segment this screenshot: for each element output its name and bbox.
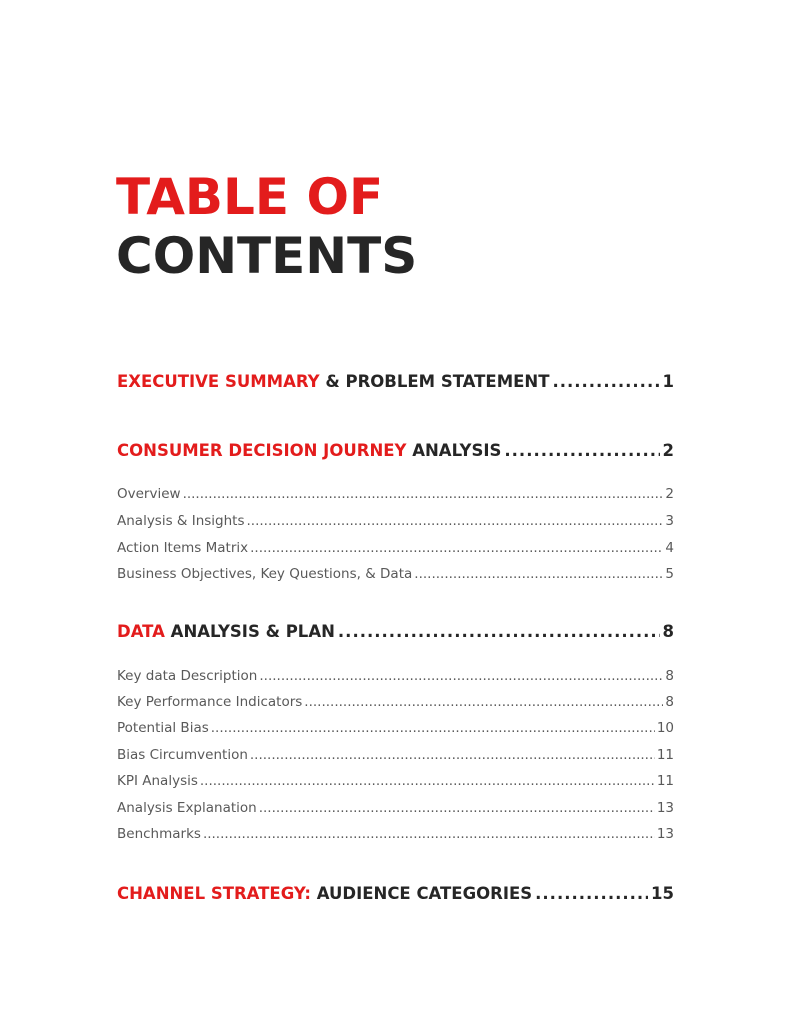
dot-leader [504,441,659,460]
toc-section-page: 2 [662,441,674,460]
dot-leader [414,566,663,582]
toc-item-business-objectives[interactable] [117,566,674,582]
toc-section-title-rest: & PROBLEM STATEMENT [319,372,550,391]
dot-leader [259,668,663,684]
dot-leader [259,800,655,816]
toc-item-potential-bias[interactable] [117,720,674,736]
toc-item-key-performance-indicators[interactable] [117,694,674,710]
toc-item-page: 2 [665,486,674,502]
toc-item-analysis-insights[interactable] [117,513,674,529]
toc-section-title [117,372,549,391]
toc-section-data-analysis-plan[interactable] [117,622,674,641]
dot-leader [338,622,660,641]
toc-section-title-highlight: EXECUTIVE SUMMARY [117,372,320,391]
dot-leader [247,513,664,529]
dot-leader [304,694,663,710]
dot-leader [535,884,648,903]
dot-leader [250,747,655,763]
dot-leader [200,773,655,789]
toc-item-page: 3 [665,513,674,529]
toc-item-label: Analysis & Insights [117,513,245,529]
dot-leader [552,372,659,391]
toc-item-page: 10 [656,720,674,736]
toc-item-label: Potential Bias [117,720,209,736]
toc-section-page: 8 [662,622,674,641]
toc-item-label: Business Objectives, Key Questions, & Data [117,566,413,582]
toc-item-label: Action Items Matrix [117,540,249,556]
toc-item-label: Analysis Explanation [117,800,257,816]
toc-item-label: KPI Analysis [117,773,198,789]
toc-item-label: Overview [117,486,181,502]
toc-section-title [117,884,532,903]
toc-item-page: 11 [656,773,674,789]
toc-section-title [117,441,501,460]
toc-section-channel-strategy[interactable] [117,884,674,903]
toc-item-label: Benchmarks [117,826,201,842]
toc-item-page: 4 [665,540,674,556]
toc-section-consumer-decision-journey[interactable] [117,441,674,460]
toc-item-label: Key Performance Indicators [117,694,303,710]
toc-item-page: 8 [665,694,674,710]
toc-item-label: Bias Circumvention [117,747,248,763]
dot-leader [211,720,655,736]
toc-section-title-highlight: CONSUMER DECISION JOURNEY [117,441,407,460]
toc-item-page: 13 [656,800,674,816]
toc-section-title-rest: ANALYSIS [406,441,502,460]
dot-leader [250,540,663,556]
toc-section-title-rest: ANALYSIS & PLAN [164,622,335,641]
toc-item-page: 8 [665,668,674,684]
toc-section-title-highlight: DATA [117,622,165,641]
toc-section-title [117,622,335,641]
toc-section-title-rest: AUDIENCE CATEGORIES [311,884,533,903]
dot-leader [203,826,655,842]
toc-item-page: 5 [665,566,674,582]
toc-section-executive-summary[interactable] [117,372,674,391]
toc-section-page: 15 [651,884,674,903]
dot-leader [183,486,664,502]
toc-section-title-highlight: CHANNEL STRATEGY: [117,884,311,903]
toc-item-label: Key data Description [117,668,258,684]
toc-item-key-data-description[interactable] [117,668,674,684]
toc-item-page: 11 [656,747,674,763]
toc-section-page: 1 [662,372,674,391]
toc-item-benchmarks[interactable] [117,826,674,842]
toc-item-action-items-matrix[interactable] [117,540,674,556]
title-line-1: TABLE OF [116,168,384,226]
toc-item-analysis-explanation[interactable] [117,800,674,816]
page-title [116,168,417,286]
toc-item-page: 13 [656,826,674,842]
toc-item-overview[interactable] [117,486,674,502]
toc-item-kpi-analysis[interactable] [117,773,674,789]
toc-item-bias-circumvention[interactable] [117,747,674,763]
title-line-2: CONTENTS [116,227,418,285]
